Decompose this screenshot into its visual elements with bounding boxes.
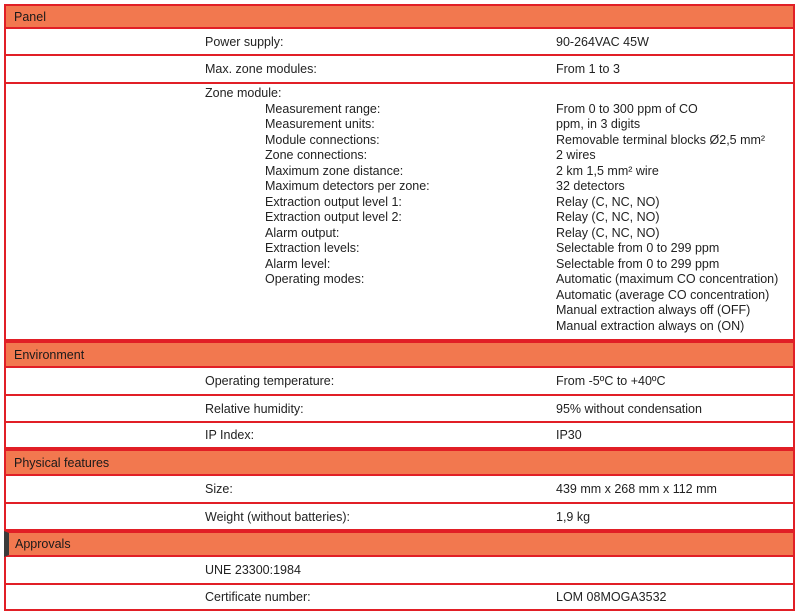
zone-item-label: Measurement range: — [265, 101, 381, 116]
spec-row-certificate-number — [4, 585, 795, 611]
spec-value: From 1 to 3 — [556, 62, 620, 76]
zone-item-label: Module connections: — [265, 132, 380, 147]
section-header-panel — [4, 4, 795, 29]
spec-row-relative-humidity — [4, 396, 795, 423]
section-header-environment — [4, 341, 795, 368]
zone-item-label: Maximum zone distance: — [265, 163, 404, 178]
spec-label: Zone module: — [205, 86, 282, 100]
zone-item-label: Zone connections: — [265, 148, 368, 162]
spec-label: Certificate number: — [205, 590, 311, 604]
spec-label: UNE 23300:1984 — [205, 563, 301, 577]
spec-value: LOM 08MOGA3532 — [556, 590, 667, 604]
section-title: Approvals — [15, 537, 71, 551]
zone-item-label: Alarm level: — [265, 256, 331, 271]
zone-item-value: Manual extraction always off (OFF) — [556, 303, 751, 317]
section-header-physical-features — [4, 449, 795, 476]
zone-item-value: Selectable from 0 to 299 ppm — [556, 241, 720, 255]
section-header-approvals — [4, 531, 795, 557]
zone-item-value: 2 wires — [556, 148, 596, 162]
zone-item-label: Alarm output: — [265, 225, 340, 240]
spec-value: 439 mm x 268 mm x 112 mm — [556, 482, 717, 496]
section-title: Physical features — [14, 455, 110, 470]
zone-item-value: From 0 to 300 ppm of CO — [556, 101, 698, 116]
spec-row-standard — [4, 557, 795, 585]
zone-item-value: Automatic (average CO concentration) — [556, 287, 770, 302]
spec-row-ip-index — [4, 423, 795, 449]
spec-value: IP30 — [556, 428, 582, 442]
spec-label: Relative humidity: — [205, 401, 304, 416]
spec-label: IP Index: — [205, 428, 255, 442]
zone-item-value: Automatic (maximum CO concentration) — [556, 272, 779, 286]
spec-label: Max. zone modules: — [205, 62, 317, 76]
zone-item-label: Operating modes: — [265, 272, 365, 286]
zone-item-label: Measurement units: — [265, 117, 375, 131]
section-title: Panel — [14, 9, 46, 24]
zone-item-value: 32 detectors — [556, 179, 625, 193]
spec-label: Size: — [205, 482, 233, 496]
spec-value: 95% without condensation — [556, 401, 702, 416]
spec-row-zone-module — [4, 84, 795, 341]
zone-item-value: Removable terminal blocks Ø2,5 mm² — [556, 132, 766, 147]
zone-item-value: Selectable from 0 to 299 ppm — [556, 256, 720, 271]
spec-value: From -5ºC to +40ºC — [556, 374, 666, 388]
spec-row-power-supply — [4, 29, 795, 56]
spec-value: 90-264VAC 45W — [556, 34, 649, 49]
zone-item-value: ppm, in 3 digits — [556, 117, 641, 131]
zone-item-value: Relay (C, NC, NO) — [556, 194, 660, 209]
spec-label: Weight (without batteries): — [205, 509, 350, 524]
zone-item-label: Maximum detectors per zone: — [265, 179, 430, 193]
zone-item-value: Relay (C, NC, NO) — [556, 210, 660, 224]
spec-row-weight — [4, 504, 795, 531]
spec-row-size — [4, 476, 795, 504]
spec-label: Operating temperature: — [205, 374, 335, 388]
zone-item-label: Extraction output level 2: — [265, 210, 402, 224]
zone-item-value: Manual extraction always on (ON) — [556, 318, 745, 333]
zone-item-value: Relay (C, NC, NO) — [556, 225, 660, 240]
zone-item-label: Extraction output level 1: — [265, 194, 402, 209]
spec-label: Power supply: — [205, 34, 284, 49]
section-title: Environment — [14, 347, 85, 362]
spec-value: 1,9 kg — [556, 509, 591, 524]
spec-row-operating-temperature — [4, 368, 795, 396]
zone-item-label: Extraction levels: — [265, 241, 360, 255]
zone-item-value: 2 km 1,5 mm² wire — [556, 163, 659, 178]
spec-row-max-zone-modules — [4, 56, 795, 84]
